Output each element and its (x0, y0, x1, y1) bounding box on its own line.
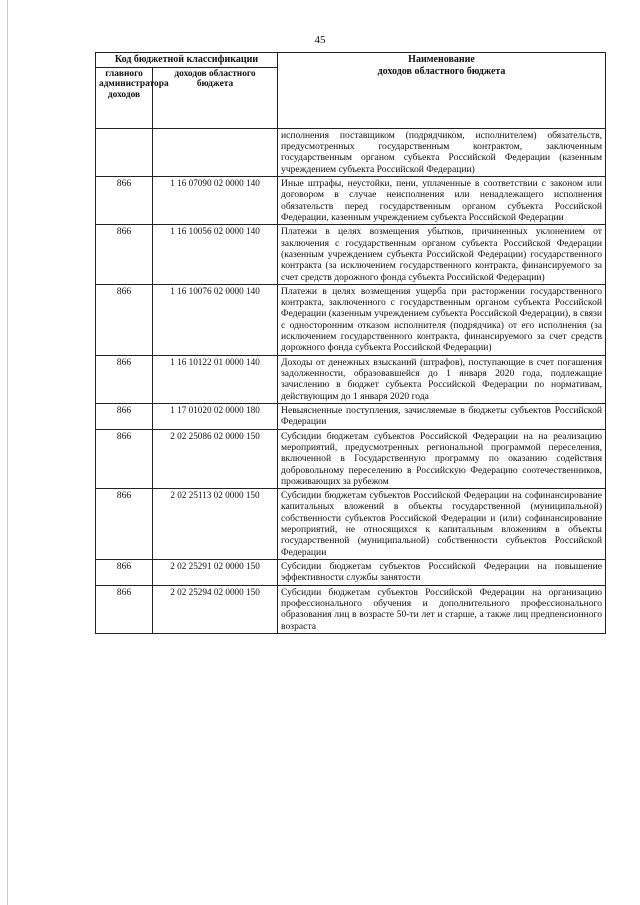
admin-code-cell: 866 (96, 355, 153, 403)
table-header-row (96, 53, 606, 68)
table-row (96, 429, 606, 489)
admin-code-cell: 866 (96, 429, 153, 489)
table-row (96, 403, 606, 429)
budget-classification-table (95, 52, 606, 634)
admin-code-cell: 866 (96, 284, 153, 355)
table-row (96, 585, 606, 633)
income-name-cell: Субсидии бюджетам субъектов Российской Федерации на организацию профессионального обучения и дополнительного профессионального образования лиц в возрасте 50-ти лет и старше, а также лиц предпенсионного возраста (278, 585, 606, 633)
page-number: 45 (314, 34, 326, 46)
header-income-code: доходов областного бюджета (153, 67, 278, 128)
income-name-cell: Платежи в целях возмещения ущерба при расторжении государственного контракта, заключенного с государственным органом субъекта Российской Федерации (казенным учреждением субъекта Российской Федерации), в связи с односторонним отказом исполнителя (подрядчика) от его исполнения (за исключением государственного контракта, финансируемого за счет средств дорожного фонда субъекта Российской Федерации) (278, 284, 606, 355)
table-row (96, 284, 606, 355)
header-income-name-line1: Наименование (408, 54, 475, 65)
admin-code-cell: 866 (96, 489, 153, 560)
income-code-cell (153, 128, 278, 176)
income-code-cell: 2 02 25291 02 0000 150 (153, 560, 278, 586)
header-income-name (278, 53, 606, 129)
income-name-cell: Доходы от денежных взысканий (штрафов), поступающие в счет погашения задолженности, образовавшейся до 1 января 2020 года, подлежащие зачислению в бюджет субъекта Российской Федерации по нормативам, действующим до 1 января 2020 года (278, 355, 606, 403)
admin-code-cell (96, 128, 153, 176)
income-code-cell: 2 02 25113 02 0000 150 (153, 489, 278, 560)
income-name-cell: Субсидии бюджетам субъектов Российской Федерации на повышение эффективности службы занятости (278, 560, 606, 586)
scan-margin-line (7, 0, 8, 905)
admin-code-cell: 866 (96, 177, 153, 225)
admin-code-cell: 866 (96, 403, 153, 429)
header-budget-code-group: Код бюджетной классификации (96, 53, 278, 68)
table-row (96, 560, 606, 586)
income-name-cell: Платежи в целях возмещения убытков, причиненных уклонением от заключения с государственным органом субъекта Российской Федерации (казенным учреждением субъекта Российской Федерации) государственного контракта (за исключением государственного контракта, финансируемого за счет средств дорожного фонда субъекта Российской Федерации) (278, 225, 606, 285)
income-code-cell: 1 16 10056 02 0000 140 (153, 225, 278, 285)
table-row (96, 128, 606, 176)
income-name-cell: Субсидии бюджетам субъектов Российской Федерации на на реализацию мероприятий, предусмотренных региональной программой переселения, включенной в Государственную программу по оказанию содействия добровольному переселению в Российскую Федерацию соотечественников, проживающих за рубежом (278, 429, 606, 489)
income-code-cell: 2 02 25294 02 0000 150 (153, 585, 278, 633)
admin-code-cell: 866 (96, 560, 153, 586)
income-name-cell: Субсидии бюджетам субъектов Российской Федерации на софинансирование капитальных вложений в объекты государственной (муниципальной) собственности субъектов Российской Федерации и (или) софинансирование мероприятий, не относящихся к капитальным вложениям в объекты государственной (муниципальной) собственности субъектов Российской Федерации (278, 489, 606, 560)
income-name-cell: исполнения поставщиком (подрядчиком, исполнителем) обязательств, предусмотренных государственным контрактом, заключенным государственным органом субъекта Российской Федерации (казенным учреждением субъекта Российской Федерации) (278, 128, 606, 176)
income-code-cell: 1 16 07090 02 0000 140 (153, 177, 278, 225)
income-code-cell: 2 02 25086 02 0000 150 (153, 429, 278, 489)
table-body (96, 128, 606, 633)
table-row (96, 489, 606, 560)
table-row (96, 177, 606, 225)
income-code-cell: 1 16 10076 02 0000 140 (153, 284, 278, 355)
income-code-cell: 1 16 10122 01 0000 140 (153, 355, 278, 403)
header-income-name-line2: доходов областного бюджета (377, 65, 506, 77)
admin-code-cell: 866 (96, 225, 153, 285)
header-admin-code: главного администратора доходов (96, 67, 153, 128)
income-code-cell: 1 17 01020 02 0000 180 (153, 403, 278, 429)
admin-code-cell: 866 (96, 585, 153, 633)
table-row (96, 225, 606, 285)
income-name-cell: Невыясненные поступления, зачисляемые в бюджеты субъектов Российской Федерации (278, 403, 606, 429)
table-row (96, 355, 606, 403)
income-name-cell: Иные штрафы, неустойки, пени, уплаченные в соответствии с законом или договором в случае неисполнения или ненадлежащего исполнения обязательств перед государственным органом субъекта Российской Федерации, казенным учреждением субъекта Российской Федерации (278, 177, 606, 225)
